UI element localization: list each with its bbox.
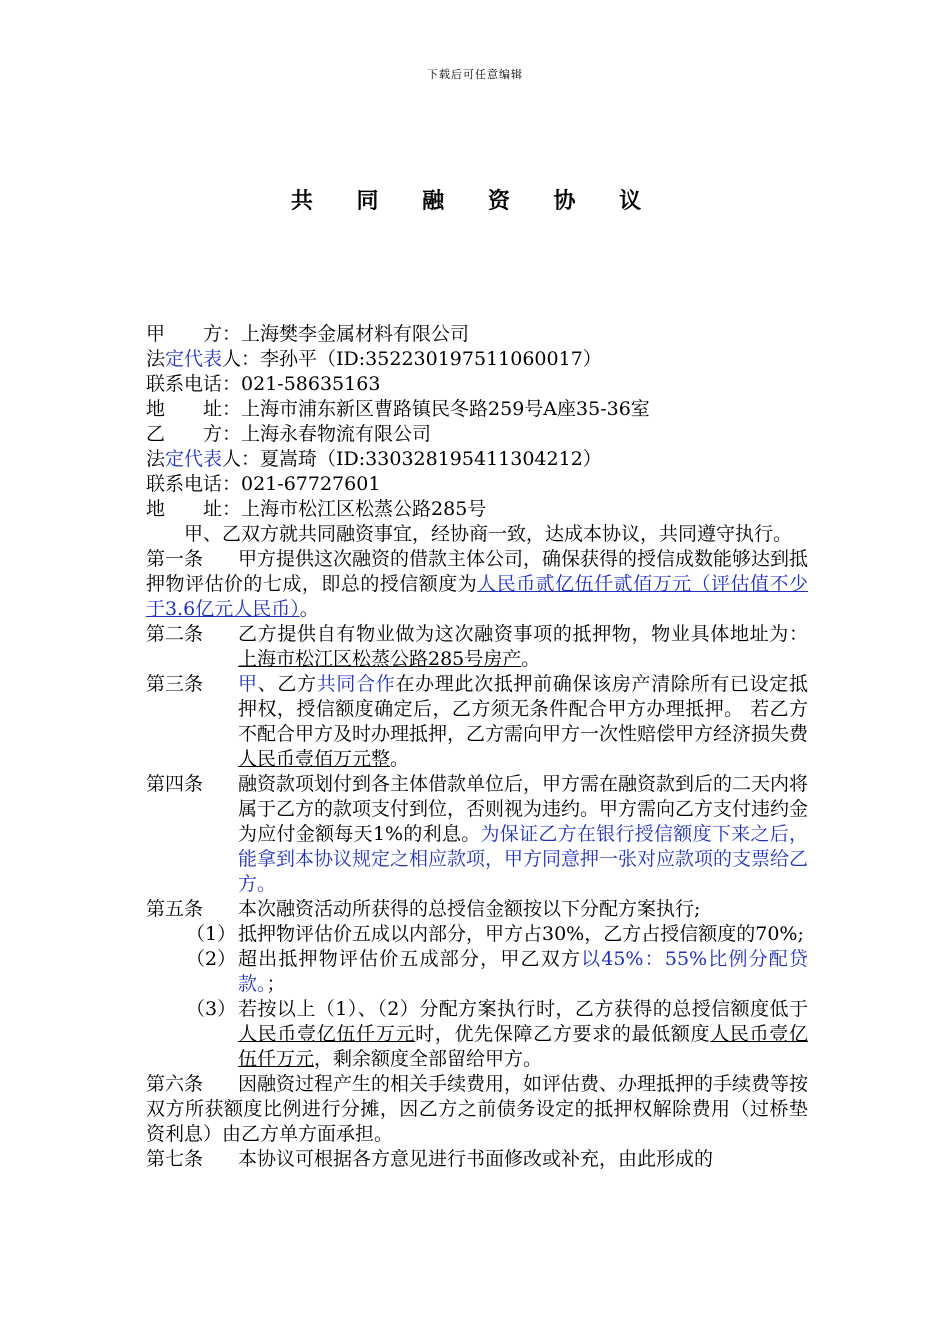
party-b-name: 上海永春物流有限公司 xyxy=(241,423,432,445)
item-number: （1） xyxy=(186,923,237,945)
party-b-phone-line xyxy=(146,472,808,497)
party-b-phone: 021-67727601 xyxy=(241,473,381,495)
party-a-address-line xyxy=(146,397,808,422)
agreement-body xyxy=(146,322,808,1172)
article-end: 。 xyxy=(299,598,319,620)
header-note: 下载后可任意编辑 xyxy=(427,68,523,81)
property-address: 上海市松江区松蒸公路285号房产 xyxy=(238,648,522,670)
party-a-representative: 李孙平（ID:352230197511060017） xyxy=(260,348,602,370)
party-a-line xyxy=(146,322,808,347)
item-body xyxy=(238,947,808,997)
article-3 xyxy=(146,672,808,772)
party-b-address-line xyxy=(146,497,808,522)
party-a-label: 甲 xyxy=(146,323,166,345)
highlight-text: 为保证乙方在银行授信额度下来之后，能拿到本协议规定之相应款项，甲方同意押一张对应款项的支票给乙方。 xyxy=(238,823,809,895)
address-label-suffix: 址： xyxy=(203,398,242,420)
article-label: 第四条 xyxy=(146,773,204,795)
article-text: 本次融资活动所获得的总授信金额按以下分配方案执行; xyxy=(238,898,701,920)
phone-label: 联系电话： xyxy=(146,473,242,495)
phone-label: 联系电话： xyxy=(146,373,242,395)
credit-amount: 人民币贰亿伍仟贰佰万元（评估值不少于3.6亿元人民币） xyxy=(146,573,808,620)
item-number: （3） xyxy=(186,998,237,1020)
party-b-line xyxy=(146,422,808,447)
article-body xyxy=(238,622,808,672)
rep-label-highlight: 定代表 xyxy=(165,348,223,370)
rep-label-suffix: 人： xyxy=(222,448,261,470)
highlight-text: 甲 xyxy=(238,673,258,695)
article-end: 。 xyxy=(521,648,541,670)
item-text: 抵押物评估价五成以内部分，甲方占30%，乙方占授信额度的70%; xyxy=(238,923,804,945)
article-text: 因融资过程产生的相关手续费用，如评估费、办理抵押的手续费等按双方所获额度比例进行分摊，因乙方之前债务设定的抵押权解除费用（过桥垫资利息）由乙方单方面承担。 xyxy=(146,1073,809,1145)
address-label: 地 xyxy=(146,498,166,520)
item-number: （2） xyxy=(186,948,237,970)
party-a-phone-line xyxy=(146,372,808,397)
intro-paragraph: 甲、乙双方就共同融资事宜，经协商一致，达成本协议，共同遵守执行。 xyxy=(184,523,793,545)
article-4 xyxy=(146,772,808,897)
party-b-rep-line xyxy=(146,447,808,472)
party-a-label-suffix: 方： xyxy=(203,323,242,345)
article-body xyxy=(238,772,808,897)
party-b-representative: 夏嵩琦（ID:330328195411304212） xyxy=(260,448,602,470)
party-a-rep-line xyxy=(146,347,808,372)
article-1 xyxy=(146,547,808,622)
rep-label-highlight: 定代表 xyxy=(165,448,223,470)
article-body xyxy=(238,672,808,772)
article-5-item-1 xyxy=(146,922,808,947)
rep-label-suffix: 人： xyxy=(222,348,261,370)
item-text: 若按以上（1）、（2）分配方案执行时，乙方获得的总授信额度低于 xyxy=(238,998,808,1020)
minimum-amount: 人民币壹亿伍仟万元 xyxy=(238,1023,416,1045)
party-b-address: 上海市松江区松蒸公路285号 xyxy=(241,498,487,520)
highlight-text: 共同合作 xyxy=(316,673,396,695)
party-b-label-suffix: 方： xyxy=(203,423,242,445)
article-text: 甲方提供这次融资的借款主体公司，确保获得的授信成数能够达到抵押物评估价的七成，即总的授信额度为 xyxy=(146,548,809,595)
article-5-item-2 xyxy=(146,947,808,997)
article-text: 本协议可根据各方意见进行书面修改或补充，由此形成的 xyxy=(238,1148,714,1170)
article-label: 第一条 xyxy=(146,548,204,570)
article-7 xyxy=(146,1147,808,1172)
article-end: 。 xyxy=(390,748,410,770)
minimum-amount: 人民币壹亿伍仟万元 xyxy=(238,1023,808,1070)
item-end: ； xyxy=(266,973,286,995)
party-a-address: 上海市浦东新区曹路镇民冬路259号A座35-36室 xyxy=(241,398,650,420)
item-body xyxy=(238,997,808,1072)
item-text: ，剩余额度全部留给甲方。 xyxy=(314,1048,543,1070)
article-2 xyxy=(146,622,808,672)
article-label: 第七条 xyxy=(146,1148,204,1170)
party-b-label: 乙 xyxy=(146,423,166,445)
rep-label-prefix: 法 xyxy=(146,448,166,470)
rep-label-prefix: 法 xyxy=(146,348,166,370)
article-text: 在办理此次抵押前确保该房产清除所有已设定抵押权，授信额度确定后，乙方须无条件配合甲方办理抵押。 若乙方不配合甲方及时办理抵押，乙方需向甲方一次性赔偿甲方经济损失费 xyxy=(238,673,809,745)
article-label: 第六条 xyxy=(146,1073,204,1095)
article-label: 第二条 xyxy=(146,623,204,645)
address-label-suffix: 址： xyxy=(203,498,242,520)
article-text: 、乙方 xyxy=(257,673,317,695)
article-5 xyxy=(146,897,808,922)
address-label: 地 xyxy=(146,398,166,420)
party-a-phone: 021-58635163 xyxy=(241,373,381,395)
highlight-text: 以45%：55%比例分配贷款。 xyxy=(238,948,808,995)
article-label: 第三条 xyxy=(146,673,204,695)
article-6 xyxy=(146,1072,808,1147)
compensation-amount: 人民币壹佰万元整 xyxy=(238,748,391,770)
item-text: 时，优先保障乙方要求的最低额度 xyxy=(415,1023,711,1045)
article-5-item-3 xyxy=(146,997,808,1072)
article-text: 融资款项划付到各主体借款单位后，甲方需在融资款到后的二天内将属于乙方的款项支付到位，否则视为违约。甲方需向乙方支付违约金为应付金额每天1%的利息。 xyxy=(238,773,809,845)
item-text: 超出抵押物评估价五成部分，甲乙双方 xyxy=(238,948,582,970)
article-text: 乙方提供自有物业做为这次融资事项的抵押物，物业具体地址为： xyxy=(238,623,808,645)
document-title: 共 同 融 资 协 议 xyxy=(290,188,660,214)
party-a-name: 上海樊李金属材料有限公司 xyxy=(241,323,470,345)
article-label: 第五条 xyxy=(146,898,204,920)
